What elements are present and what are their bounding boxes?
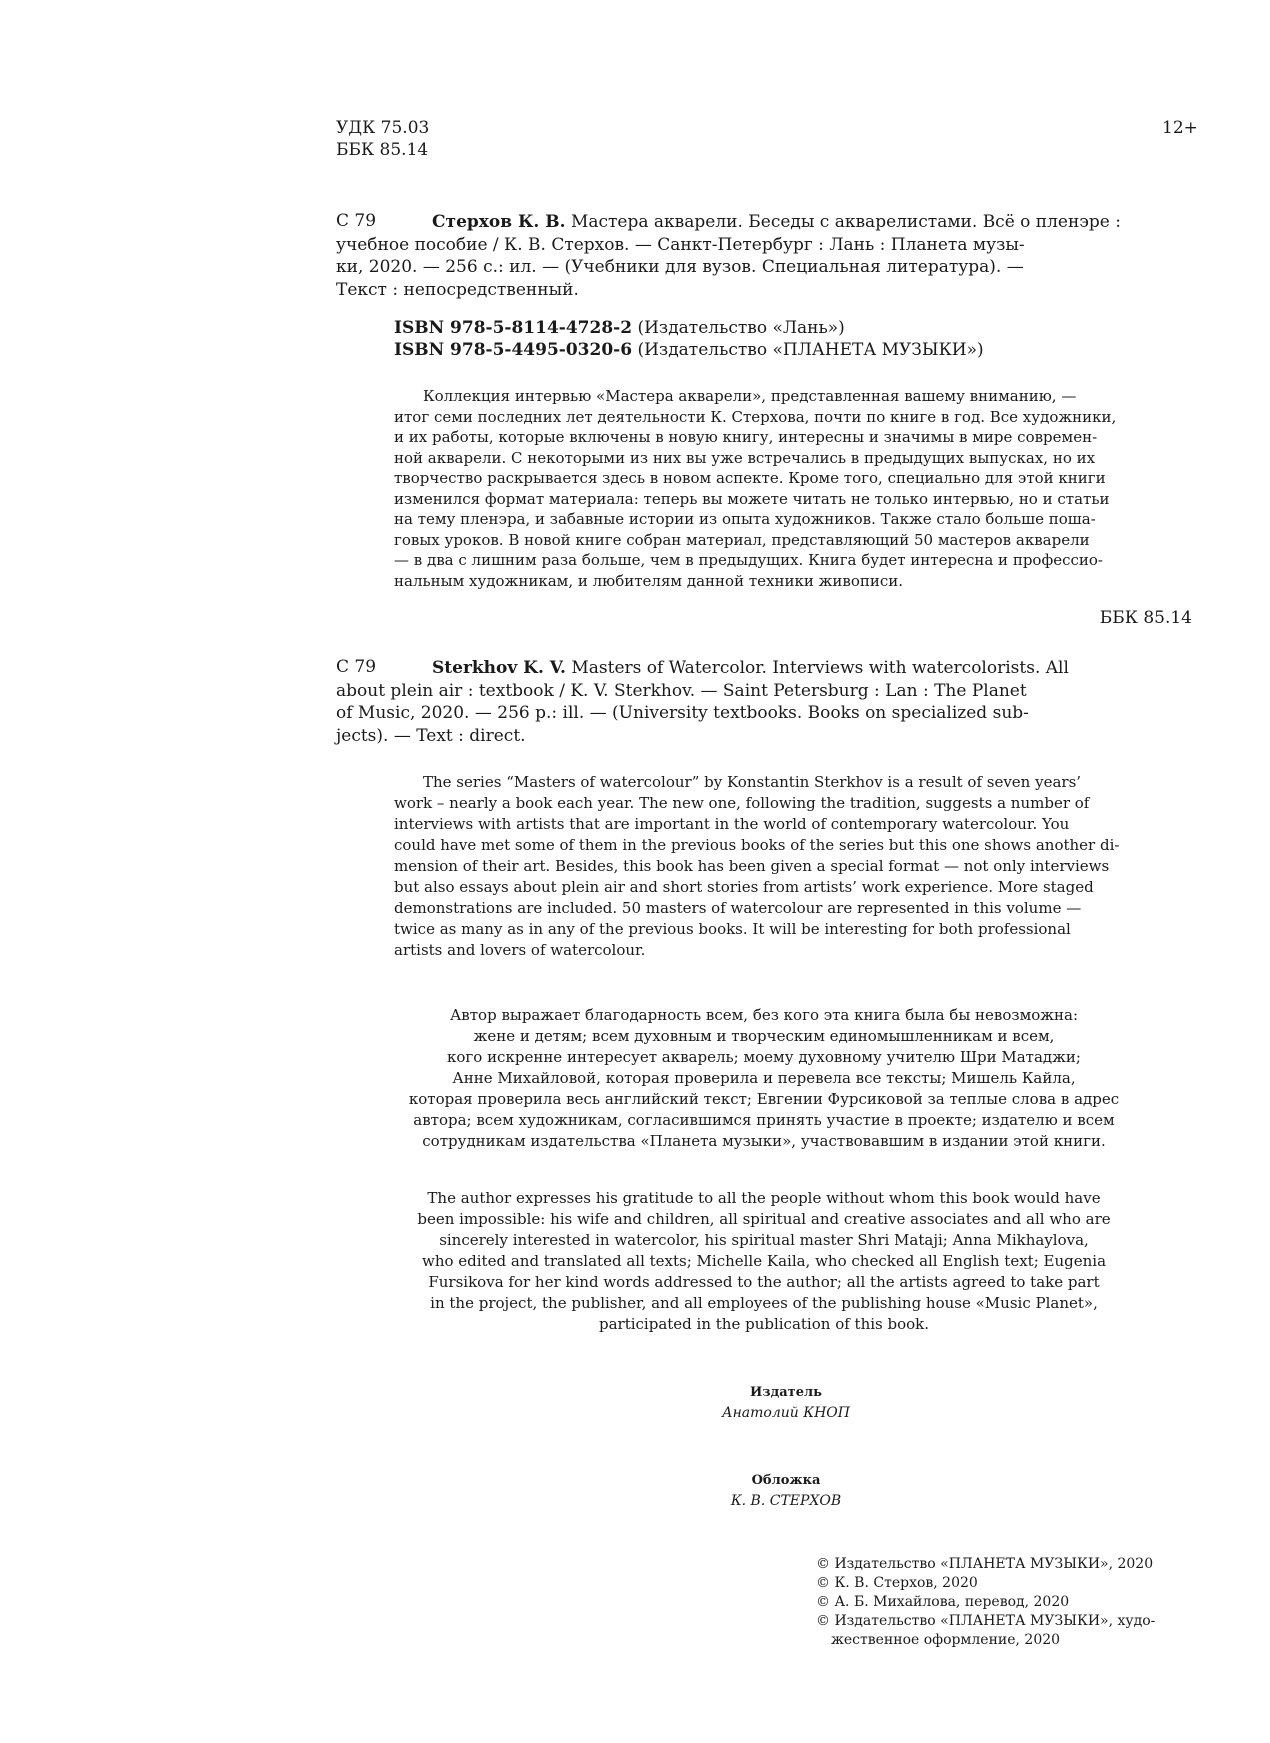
classification-codes [336, 117, 429, 161]
cover-label: Обложка [751, 1473, 821, 1488]
ru-author-code: С 79 [336, 211, 377, 231]
ru-bib-line: ки, 2020. — 256 с.: ил. — (Учебники для вузов. Специальная литература). — [336, 257, 1024, 277]
en-bib-line: about plein air : textbook / K. V. Sterkhov. — Saint Petersburg : Lan : The Planet [336, 680, 1027, 701]
bbk-index: ББК 85.14 [1099, 608, 1192, 628]
en-bib-line: jects). — Text : direct. [336, 725, 526, 746]
isbn-line: ISBN 978-5-4495-0320-6 (Издательство «ПЛАНЕТА МУЗЫКИ») [394, 340, 984, 360]
ru-bib-line: Стерхов К. В. Мастера акварели. Беседы с акварелистами. Всё о пленэре : [432, 212, 1121, 232]
udk-code: УДК 75.03 [336, 118, 430, 138]
acknowledgements-en: The author expresses his gratitude to all the people without whom this book would have been impossible: his wife and children, all spiritual and creative associates and all who are sincerely interested in watercolor, his spiritual master Shri Mataji; Anna Mikhaylova, who edited and translated all texts; Michelle Kaila, who checked all English text; Eugenia Fursikova for her kind words addressed to the author; all the artists agreed to take part in the project, the publisher, and all employees of the publishing house «Music Planet», participated in the publication of this book. [417, 1189, 1111, 1333]
bbk-code: ББК 85.14 [336, 140, 429, 160]
ru-bibliographic-record [336, 211, 1192, 301]
en-bibliographic-record [336, 657, 1192, 747]
isbn-list [394, 317, 984, 361]
en-author: Sterkhov K. V. [432, 658, 566, 678]
en-bib-line: Sterkhov K. V. Masters of Watercolor. Interviews with watercolorists. All [432, 658, 1069, 678]
age-rating: 12+ [1162, 118, 1198, 138]
publisher-credit [636, 1383, 936, 1423]
cover-credit [636, 1471, 936, 1511]
isbn-line: ISBN 978-5-8114-4728-2 (Издательство «Лань») [394, 318, 845, 338]
en-abstract: The series “Masters of watercolour” by Konstantin Sterkhov is a result of seven years’ work – nearly a book each year. The new one, following the tradition, suggests a number of interviews with artists that are important in the world of contemporary watercolour. You could have met some of them in the previous books of the series but this one shows another di- mension of their art. Besides, this book has been given a special format — not only interviews but also essays about plein air and short stories from artists’ work experience. More staged demonstrations are included. 50 masters of watercolour are represented in this volume — twice as many as in any of the previous books. It will be interesting for both professional artists and lovers of watercolour. [394, 773, 1120, 959]
en-bib-line: of Music, 2020. — 256 p.: ill. — (University textbooks. Books on specialized sub- [336, 703, 1029, 723]
ru-bib-line: Текст : непосредственный. [336, 279, 579, 300]
ru-bib-line: учебное пособие / К. В. Стерхов. — Санкт-Петербург : Лань : Планета музы- [336, 234, 1025, 255]
ru-author: Стерхов К. В. [432, 212, 566, 232]
ru-abstract: Коллекция интервью «Мастера акварели», представленная вашему вниманию, — итог семи последних лет деятельности К. Стерхова, почти по книге в год. Все художники, и их работы, которые включены в новую книгу, интересны и значимы в мире современ- ной акварели. С некоторыми из них вы уже встречались в предыдущих выпусках, но их творчество раскрывается здесь в новом аспекте. Кроме того, специально для этой книги изменился формат материала: теперь вы можете читать не только интервью, но и статьи на тему пленэра, и забавные истории из опыта художников. Также стало больше поша- говых уроков. В новой книге собран материал, представляющий 50 мастеров акварели — в два с лишним раза больше, чем в предыдущих. Книга будет интересна и профессио- нальным художникам, и любителям данной техники живописи. [394, 387, 1117, 590]
publisher-name: Анатолий КНОП [721, 1405, 850, 1421]
cover-name: К. В. СТЕРХОВ [730, 1493, 842, 1509]
copyright-block: © Издательство «ПЛАНЕТА МУЗЫКИ», 2020 © К. В. Стерхов, 2020 © А. Б. Михайлова, перевод, 2020 © Издательство «ПЛАНЕТА МУЗЫКИ», худо- жественное оформление, 2020 [816, 1556, 1156, 1648]
en-author-code: С 79 [336, 657, 377, 677]
acknowledgements-ru: Автор выражает благодарность всем, без кого эта книга была бы невозможна: жене и детям; всем духовным и творческим единомышленникам и всем, кого искренне интересует акварель; моему духовному учителю Шри Матаджи; Анне Михайловой, которая проверила и перевела все тексты; Мишель Кайла, которая проверила весь английский текст; Евгении Фурсиковой за теплые слова в адрес автора; всем художникам, согласившимся принять участие в проекте; издателю и всем сотрудникам издательства «Планета музыки», участвовавшим в издании этой книги. [408, 1006, 1120, 1150]
publisher-label: Издатель [750, 1385, 822, 1400]
